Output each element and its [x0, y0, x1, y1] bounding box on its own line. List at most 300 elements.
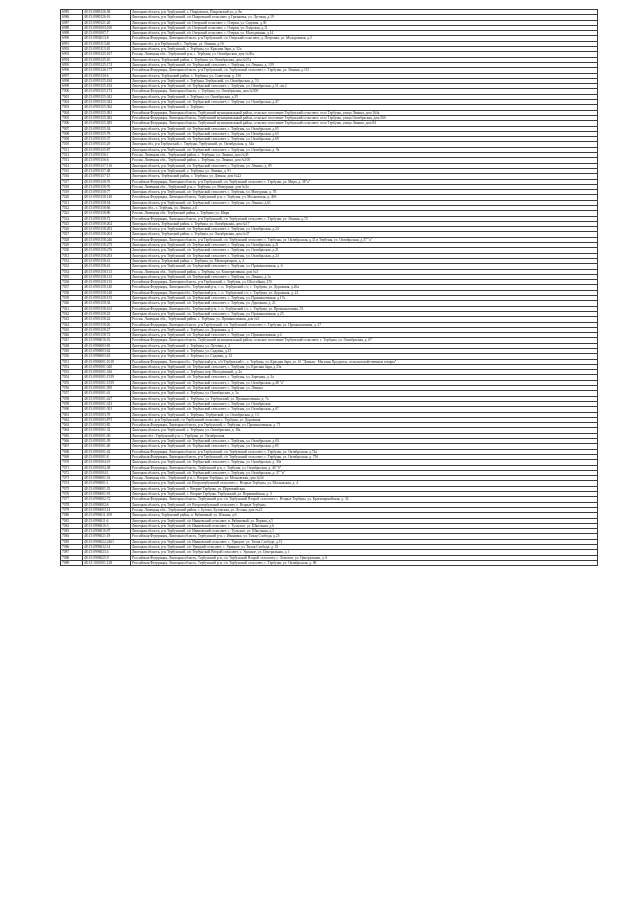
address: Липецкая область, Тербунский район, с. Тербуны, ул. Советская, д. 13б — [131, 73, 598, 78]
row-number: 7004 — [61, 110, 83, 115]
row-number: 7078 — [61, 502, 83, 507]
cadastral-number: 48:15:0991004:1 — [83, 470, 131, 475]
address: Липецкая область, р-н Тербунский, с/п Тербунский сельсовет, с. Тербуны, ул. Заречная, д. 3а — [131, 375, 598, 380]
cadastral-number: 48:15:0991003:85 — [83, 423, 131, 428]
address: Российская Федерация, Липецкая область, р-н Тербунский, с/п Тербунский сельсовет, с. Тербуны, ул. Октябрьская, д.31 в Тербуны, ул. Октябрьская, д.37 "а" — [131, 237, 598, 242]
cadastral-number: 48:15:0993157:48 — [83, 168, 131, 173]
address: Липецкая область, р-н Тербунский, с. Вторые Тербуны, Тербунский, ул. Первомайская, д. 3 — [131, 492, 598, 497]
address: Липецкая область, р-н Тербунский, с/п Ивановский сельсовет, с. Урицкое, ул. Тихая Слобода, д.31 — [131, 539, 598, 544]
row-number: 7068 — [61, 449, 83, 454]
address: Российская Федерация, Липецкая область, р-н Тербунский, с/п Тербунский сельсовет, с. Тербуны, ул. Октябрьская, д. 75б — [131, 454, 598, 459]
cadastral-number: 48:15:0993158:34 — [83, 301, 131, 306]
cadastral-number: 48:15:0993158:77 — [83, 190, 131, 195]
row-number: 7017 — [61, 179, 83, 184]
cadastral-number: 48:15:0993155:34 — [83, 126, 131, 131]
row-number: 7021 — [61, 200, 83, 205]
address: Липецкая область, р-н Тербунский, с/п Тербунский сельсовет, с. Тербуны, ул. Дорожная, д. 21 — [131, 301, 598, 306]
address: Липецкая область, Тербунский район, с. Тербуны, ул. Дачная, дом №22 — [131, 174, 598, 179]
row-number: 7034 — [61, 269, 83, 274]
address: Липецкая область, р-н Тербунский, с/п Тербунский сельсовет, с. Тербуны, ул. Промышленная, д.25 — [131, 311, 598, 316]
cadastral-number: 48:15:0996003:63 — [83, 354, 131, 359]
cadastral-number: 48:15:0991003:100 — [83, 25, 131, 30]
address: Липецкая область, р-н Тербунский, с/п Тербунский сельсовет, с. Тербуны, ул. Промышленная, д. 6 — [131, 264, 598, 269]
address: Россия, Липецкая обл., Тербунский район, с. Тербуны, ул. Ленина, дом №45 — [131, 153, 598, 158]
cadastral-number: 48:15:0996022:2461 — [83, 539, 131, 544]
address: Липецкая область, р-н Тербунский, с/п Тербунский сельсовет, с. Тербуны, ул. Ленина, д. 139 — [131, 62, 598, 67]
cadastral-number: 48:15:0980126:16 — [83, 15, 131, 20]
cadastral-number: 48:15:0993158:133 — [83, 274, 131, 279]
address: Липецкая область, р-н Тербунский, с. Покровское, Покровский ул, д. 8в — [131, 10, 598, 15]
cadastral-number: 48:15:0993158:76 — [83, 179, 131, 184]
address: Россия, Липецкая обл., Тербунский р-н, с. Вторые Тербуны, ул. Московская, дом №54 — [131, 476, 598, 481]
address: Липецкая область, р-н Тербунский, с/п Тербунский сельсовет, с. Тербуны, ул. Октябрьская, д.21 — [131, 248, 598, 253]
address: Липецкая область, Тербунский район, с. Тербуны, ул. Октябрьская, дом №57а — [131, 57, 598, 62]
cadastral-number: 48:15:0993155:385 — [83, 121, 131, 126]
cadastral-number: 48:15:0993158:140 — [83, 195, 131, 200]
address: Липецкая область, р-н Тербунский, с. Тербуны, ул. Луговая, д. 2 — [131, 343, 598, 348]
row-number: 7040 — [61, 301, 83, 306]
address: Липецкая область, р-н Тербунский, с. Тербуны, ул. Тербунский, ул. Промышленная, д. 7а — [131, 396, 598, 401]
cadastral-number: 48:15:0993125:10 — [83, 57, 131, 62]
cadastral-number: 48:15:0993158:54 — [83, 200, 131, 205]
row-number: 7073 — [61, 476, 83, 481]
cadastral-number: 48:15:0993157:116 — [83, 163, 131, 168]
address: Россия, Липецкая обл., Тербунский р-н, с. Тербуны, ул. Мичурина, дом №3а — [131, 184, 598, 189]
address: Липецкая область, р-н Тербунский, с/п Урицкий сельсовет, с. Урицкое, ул. Тихая Слобода, д. 35 — [131, 544, 598, 549]
address: Российская Федерация, Липецкая область, Тербунский р-н, с/п Тербунский Второй сельсовет, с. Вторые Тербуны, ул. Красноармейская, д. 34 — [131, 497, 598, 502]
cadastral-number: 48:15:0993158:246 — [83, 237, 131, 242]
cadastral-number: 48:15:0980126:58 — [83, 10, 131, 15]
cadastral-number: 48:15:0996001:1 — [83, 481, 131, 486]
address: Липецкая область, р-н Тербунский, с/п Тербунский сельсовет, с. Тербуны, ул. Октябрьская, д.24 — [131, 253, 598, 258]
row-number: 6997 — [61, 73, 83, 78]
cadastral-number: 48:15:0991001:391 — [83, 407, 131, 412]
address: Россия, Липецкая обл., Тербунский район, с. Бутово, Бутовская, ул. Лесная, дом №21 — [131, 507, 598, 512]
cadastral-number: 48:15:0993158:293 — [83, 253, 131, 258]
row-number: 6991 — [61, 41, 83, 46]
address: Российская Федерация, Липецкая область, р-н Тербунский, с/п Тербунский сельсовет, с. Тербуны, ул. Промышленная, д. 27 — [131, 322, 598, 327]
address: Липецкая область, р-н Тербунский, с. Тербуны, ул. Октябрьская, д. 18а — [131, 428, 598, 433]
cadastral-number: 48:15:0996022:14 — [83, 544, 131, 549]
address: Российская Федерация, Липецкая обл., Тербунский р-н, с. п. Тербунский с/с, с. Тербуны, ул. Дорожная, д.26а — [131, 285, 598, 290]
cadastral-number: 48:15:0996011:108 — [83, 513, 131, 518]
cadastral-number: 48:15:0991001:427 — [83, 396, 131, 401]
row-number: 6986 — [61, 15, 83, 20]
address: Липецкая область, р-н Тербунский, с/п Тербунский сельсовет, с. Тербуны, ул. Октябрьская, д. 37 "в" — [131, 470, 598, 475]
address: Россия, Липецкая обл, Тербунский район, с. Тербуны, ул. Мира — [131, 211, 598, 216]
row-number: 7089 — [61, 560, 83, 565]
cadastral-number: 48:15:0991001:32 — [83, 428, 131, 433]
address: Липецкая область, р-н Тербунский, с. Тербуны, ул. Красная Заря, д. 52а — [131, 47, 598, 52]
address: Липецкая область, р-н Тербунский, с/п Тербунский сельсовет, с. Тербуны, ул. Ленина, д. 85 — [131, 163, 598, 168]
address: Российская Федерация, Липецкая область, Тербунский р-н, с. Тербуны, ул. Московская, д. 40б — [131, 195, 598, 200]
row-number: 6994 — [61, 57, 83, 62]
address: Липецкая область, р-н Тербунский, с/п Тербунский сельсовет, с. Тербуны, ул. Октябрьская, д.65 — [131, 126, 598, 131]
cadastral-number: 48:15:0993113:10 — [83, 47, 131, 52]
row-number: 7067 — [61, 444, 83, 449]
row-number: 6993 — [61, 52, 83, 57]
cadastral-number: 48:15:0993158:203 — [83, 232, 131, 237]
address: Липецкая область, р-н Тербунский, с/п Тербунский сельсовет, с. Тербуны, ул. Октябрьская — [131, 401, 598, 406]
cadastral-number: 48:15:0996003:69 — [83, 343, 131, 348]
row-number: 6990 — [61, 36, 83, 41]
row-number: 7085 — [61, 539, 83, 544]
cadastral-number: 48:15:0993158:26 — [83, 322, 131, 327]
address: Липецкая область, Тербунский район, п. Рябиновый, ул. Южная, д.6 — [131, 513, 598, 518]
row-number: 7003 — [61, 105, 83, 110]
cadastral-number: 48:15:0993158:276 — [83, 248, 131, 253]
cadastral-number: 48:15:0993158:140 — [83, 285, 131, 290]
address: Липецкая область, р-н Тербунский, с/п Тербунский сельсовет, с. Тербуны, ул. Октябрьская, д.47 — [131, 100, 598, 105]
address: Липецкая область, Тербунский район, с. Тербуны, ул. Октябрьская, дом №17 — [131, 221, 598, 226]
row-number: 7058 — [61, 396, 83, 401]
address: Российская Федерация, Липецкая область, Тербунский муниципальный район, сельское поселение Тербунский сельсовет, село Тербуны, улица Ленина, дом 84 — [131, 121, 598, 126]
row-number: 7018 — [61, 184, 83, 189]
cadastral-number: 48:15:0993158:41 — [83, 264, 131, 269]
row-number: 7019 — [61, 190, 83, 195]
row-number: 7029 — [61, 243, 83, 248]
row-number: 7025 — [61, 221, 83, 226]
row-number: 7084 — [61, 534, 83, 539]
address: Российская Федерация, Липецкая область, р-н Тербунский, с/п Тербунский сельсовет, с. Тербуны, ул. Мира, д. 38"а" — [131, 179, 598, 184]
cadastral-table — [60, 9, 598, 566]
cadastral-number: 48:15:0996003:62 — [83, 349, 131, 354]
cadastral-number: 48:15:0991003:875 — [83, 417, 131, 422]
row-number: 7038 — [61, 290, 83, 295]
address: Российская Федерация, Липецкая обл., Тербунский р-н, с. п. Тербунский с/с, с. Тербуны, ул. Промышленная, 35 — [131, 306, 598, 311]
cadastral-number: 48:15:0991004:38 — [83, 465, 131, 470]
address: Российская Федерация, Липецкая область, Тербунский р-н, с. Тербуны, ул. Октябрьская, д. 40 "б" — [131, 465, 598, 470]
row-number: 7042 — [61, 311, 83, 316]
cadastral-number: 48:15:0991004:19 — [83, 460, 131, 465]
row-number: 7075 — [61, 486, 83, 491]
row-number: 7060 — [61, 407, 83, 412]
row-number: 7009 — [61, 137, 83, 142]
row-number: 6989 — [61, 31, 83, 36]
row-number: 7000 — [61, 89, 83, 94]
row-number: 7020 — [61, 195, 83, 200]
row-number: 7035 — [61, 274, 83, 279]
address: Российская Федерация, Липецкая область, Тербунский муниципальный район, сельское поселение Тербунский сельсовет, село Тербуны, улица Ленина, дом 164а — [131, 110, 598, 115]
address: Липецкая область, р-н Тербунский, с/п Тербунский сельсовет, с. Тербуны, ул. Октябрьская, д.85 — [131, 444, 598, 449]
row-number: 7027 — [61, 232, 83, 237]
cadastral-number: 48:15:0993156:1 — [83, 153, 131, 158]
row-number: 6999 — [61, 84, 83, 89]
row-number: 7036 — [61, 280, 83, 285]
address: Россия, Липецкая обл., Тербунский район, с. Тербуны, ул. Промышленная, дом №5 — [131, 317, 598, 322]
address: Липецкая область, р-н Тербунский, с/п Тербунский сельсовет, с. Тербуны, ул. Промышленная, д.17а — [131, 296, 598, 301]
address: Липецкая область, р-н Тербунский, с. Тербуны, ул. Ленина, д. 91 — [131, 168, 598, 173]
cadastral-number: 48:15:0991001:42 — [83, 449, 131, 454]
address: Липецкая область, р-н Тербунский, с. Тербуны, ул. Садовая, д. 13 — [131, 354, 598, 359]
cadastral-number: 48:15:1001001:128 — [83, 560, 131, 565]
address: Липецкая область, р-н Тербунский, с/п Озерский сельсовет, с. Озерки, ул. Молодежная, д.14 — [131, 31, 598, 36]
cadastral-number: 48:15:0993158:155 — [83, 296, 131, 301]
address: Российская Федерация, Липецкая область, р-н Тербунский, с. Тербуны, ул. Шоссейная, 27б — [131, 280, 598, 285]
cadastral-number: 48:15:0993155:382 — [83, 115, 131, 120]
address: Липецкая область, р-н Тербунский, с/п Тербунский сельсовет, с. Тербуны, ул. Промышленная, д.2 — [131, 333, 598, 338]
row-number: 7044 — [61, 322, 83, 327]
address: Российская Федерация, Липецкая область, Тербунский муниципальный район, сельское поселение Тербунский сельсовет, село Тербуны, улица Октябрьская, дом 56б — [131, 115, 598, 120]
address: Российская Федерация, Липецкая область, Тербунский р-н, с/п Тербунский Второй сельсовет, с. Ломовое, ул. Центральная, д. 6 — [131, 555, 598, 560]
cadastral-number: 48:15:0993158:202 — [83, 221, 131, 226]
row-number: 7008 — [61, 131, 83, 136]
address: Российская Федерация, Липецкая область, Тербунский р-н, с. Ивановка, ул. Тихая Слобода, д.25 — [131, 534, 598, 539]
cadastral-number: 48:15:0996011:6 — [83, 518, 131, 523]
cadastral-number: 48:15:0996003:14 — [83, 507, 131, 512]
cadastral-number: 48:15:0991001:395 — [83, 386, 131, 391]
cadastral-number: 48:15:0993156:6 — [83, 158, 131, 163]
row-number: 7045 — [61, 327, 83, 332]
cadastral-number: 48:15:0993157:15 — [83, 174, 131, 179]
cadastral-number: 48:15:0993158:72 — [83, 216, 131, 221]
cadastral-number: 48:15:0996001:52 — [83, 476, 131, 481]
row-number: 7037 — [61, 285, 83, 290]
address: Россия, Липецкая обл., Тербунский район, с. Тербуны, ул. Кооперативная, дом №3 — [131, 269, 598, 274]
cadastral-number: 48:15:0991001:323 — [83, 401, 131, 406]
address: Липецкая область, Тербунский район, с. Тербуны, ул. Октябрьская, дом №37 — [131, 232, 598, 237]
row-number: 7056 — [61, 386, 83, 391]
row-number: 7057 — [61, 391, 83, 396]
cadastral-number: 48:15:0996001:35 — [83, 486, 131, 491]
cadastral-number: 48:15:0996016:16 — [83, 338, 131, 343]
address: Липецкая область, р-н Тербунский, с/п Тербунский сельсовет, с. Тербуны, ул. Ленина — [131, 386, 598, 391]
row-number: 7024 — [61, 216, 83, 221]
row-number: 7059 — [61, 401, 83, 406]
cadastral-number: 48:15:0993158:24 — [83, 317, 131, 322]
address: Липецкая область, р-н Тербунский, с/п Тербунский сельсовет, с. Тербуны, ул. Октябрьская, д.24 — [131, 227, 598, 232]
address: Российская Федерация, Липецкая область, р-н Тербунский, с/п Озерский сельсовет, д. Петровка, ул. Молодежная, д.3 — [131, 36, 598, 41]
cadastral-number: 48:15:0996002:6 — [83, 502, 131, 507]
cadastral-number: 48:15:0993158:202 — [83, 227, 131, 232]
address: Российская Федерация, Липецкая область, р-н Тербунский, с. Тербуны, ул. Промышленная, д. 71 — [131, 423, 598, 428]
cadastral-number: 48:15:0993155:87 — [83, 147, 131, 152]
cadastral-number: 48:15:0993158:133 — [83, 280, 131, 285]
row-number: 7049 — [61, 349, 83, 354]
row-number: 7006 — [61, 121, 83, 126]
cadastral-number: 48:15:0991001:8 — [83, 454, 131, 459]
row-number: 7002 — [61, 100, 83, 105]
address: Липецкая область, р-н Тербунский, с. Тербуны, ул. Октябрьская, д.35 — [131, 94, 598, 99]
cadastral-number: 48:15:0993155:362 — [83, 105, 131, 110]
cadastral-number: 48:15:0993158:163 — [83, 306, 131, 311]
row-number: 7022 — [61, 205, 83, 210]
row-number: 7050 — [61, 354, 83, 359]
row-number: 7030 — [61, 248, 83, 253]
row-number: 7043 — [61, 317, 83, 322]
address: Липецкая область, р-н Тербунский, с/п Тербунский сельсовет, с. Тербуны, ул. Октябрьская, д.63 — [131, 131, 598, 136]
address: Липецкая обл, р-н Тербунский, с. Тербуны, Тербунский, ул. Октябрьская, д. 34а — [131, 142, 598, 147]
address: Липецкая обл, р-н Тербунский, с/п Тербунский сельсовет, с. Тербуны, ул. Дорожная — [131, 417, 598, 422]
row-number: 7001 — [61, 94, 83, 99]
row-number: 7039 — [61, 296, 83, 301]
cadastral-number: 48:15:0991003:78 — [83, 412, 131, 417]
row-number: 7061 — [61, 412, 83, 417]
address: Российская Федерация, Липецкая обл., Тербунский р-н, с/п Тербунский с., с. Тербуны, ул. Красная Заря, ул. 16 "Дачная - Магазин Продукты, сельскохозяйственные товары" — [131, 359, 598, 364]
row-number: 7055 — [61, 380, 83, 385]
row-number: 7028 — [61, 237, 83, 242]
cadastral-number: 48:15:0991001:30 — [83, 433, 131, 438]
cadastral-number: 48:15:0996025:9 — [83, 555, 131, 560]
address: Липецкая область, р-н Тербунский, с/п Второтербунский сельсовет, с. Вторые Тербуны — [131, 502, 598, 507]
row-number: 7080 — [61, 513, 83, 518]
row-number: 7081 — [61, 518, 83, 523]
row-number: 7053 — [61, 370, 83, 375]
row-number: 7066 — [61, 439, 83, 444]
cadastral-number: 48:15:0996001:1018 — [83, 359, 131, 364]
row-number: 7071 — [61, 465, 83, 470]
row-number: 7077 — [61, 497, 83, 502]
address: Российская Федерация, Липецкая область, р-н Тербунский, с/п Тербунский сельсовет, с. Тербуны, ул. Ленина, д.74 — [131, 216, 598, 221]
row-number: 7010 — [61, 142, 83, 147]
cadastral-number: 48:15:0993158:66 — [83, 205, 131, 210]
row-number: 6995 — [61, 62, 83, 67]
address: Липецкая область, р-н Тербунский, с/п Озерский сельсовет, с. Озерки, ул. Озерская, д.11 — [131, 25, 598, 30]
row-number: 7005 — [61, 115, 83, 120]
row-number: 7011 — [61, 147, 83, 152]
row-number: 7065 — [61, 433, 83, 438]
table-row — [61, 560, 598, 565]
address: Липецкая область, р-н Тербунский, с/п Тербунский сельсовет, с. Тербуны, ул. Октябрьская, д.21 — [131, 243, 598, 248]
address: Липецкая область, р-н Тербунский, с/п Тербунский сельсовет, с. Тербуны, ул. Октябрьская, д.48 "а" — [131, 380, 598, 385]
row-number: 7054 — [61, 375, 83, 380]
address: Липецкая область, р-н Тербунский, с. Тербуны, Тербунский, ул. Октябрьская, д. 53 — [131, 78, 598, 83]
cadastral-number: 48:15:0991001:40 — [83, 444, 131, 449]
address: Липецкая область, р-н Тербунский, с/п Ивановский сельсовет, п. Рябиновый, ул. Первая, д.5 — [131, 518, 598, 523]
cadastral-number: 48:15:0993155:342 — [83, 100, 131, 105]
row-number: 7082 — [61, 523, 83, 528]
row-number: 7079 — [61, 507, 83, 512]
address: Липецкая область, р-н Тербунский, с. Тербуны, Тербунский, ул. Октябрьская, д. 13 — [131, 412, 598, 417]
address: Россия, Липецкая обл., Тербунский р-н, с. Тербуны, ул. Октябрьская, дом №30а — [131, 52, 598, 57]
row-number: 7047 — [61, 338, 83, 343]
cadastral-number: 48:15:0996002:72 — [83, 497, 131, 502]
cadastral-number: 48:15:0996023:4 — [83, 550, 131, 555]
row-number: 7026 — [61, 227, 83, 232]
row-number: 7046 — [61, 333, 83, 338]
address: Липецкая область, р-н Тербунский, с. Тербуны, ул. Садовая, д.15 — [131, 349, 598, 354]
cadastral-number: 48:15:0993158:41 — [83, 258, 131, 263]
row-number: 7015 — [61, 168, 83, 173]
address: Липецкая область, р-н Тербунский, с/п Второтербунский сельсовет, с. Вторые Тербуны, ул. Московская, д. 4 — [131, 481, 598, 486]
row-number: 7016 — [61, 174, 83, 179]
address: Российская Федерация, Липецкая область, р-н Тербунский, с/п Тербунский сельсовет, с. Тербуны, ул. Октябрьская, д.74а — [131, 449, 598, 454]
cadastral-number: 48:15:0993155:381 — [83, 110, 131, 115]
cadastral-number: 48:15:0993155:78 — [83, 131, 131, 136]
row-number: 6992 — [61, 47, 83, 52]
address: Липецкая область, р-н Тербунский, с/п Тербунский сельсовет, с. Тербуны, ул. Красная Заря, д.33а — [131, 364, 598, 369]
address: Липецкая область, р-н Тербунский, с/п Тербунский сельсовет, с. Тербуны, ул. Октябрьская, д.67 — [131, 407, 598, 412]
address: Липецкая область, р-н Тербунский, с/п Тербунский сельсовет, с. Тербуны, ул. Октябрьская, д.69 — [131, 137, 598, 142]
address: Липецкая область, р-н Тербунский, с/п Озерский сельсовет, с. Озерки, ул. Садовая, д.30 — [131, 20, 598, 25]
address: Липецкая область, р-н Тербунский, с/п Тербунский сельсовет, с. Тербуны, ул. Октябрьская, д. 39а — [131, 460, 598, 465]
row-number: 7048 — [61, 343, 83, 348]
cadastral-number: 48:15:0992013:8 — [83, 36, 131, 41]
address: Липецкая область, р-н Тербунский, с. Тербуны, ул. Октябрьская, д. 5а — [131, 391, 598, 396]
address: Российская Федерация, Липецкая область, р-н Тербунский, с/п Тербунский сельсовет, с. Тербуны, ул. Ленина, д.115 — [131, 68, 598, 73]
row-number: 6998 — [61, 78, 83, 83]
cadastral-number: 48:15:0993158:80 — [83, 211, 131, 216]
address: Липецкая область, р-н Тербунский, с. Тербуны — [131, 105, 598, 110]
address: Липецкая область, р-н Тербунский, с/п Тербунский сельсовет, с. Тербуны, ул. Ленина, д.61 — [131, 200, 598, 205]
address: Липецкая область, р-н Тербунский, с. Тербуны, ул. Дорожная, д. 3 — [131, 327, 598, 332]
row-number: 7074 — [61, 481, 83, 486]
cadastral-number: 48:15:0993158:72 — [83, 333, 131, 338]
address: Липецкая область, р-н Тербунский, с/п Ивановский сельсовет, с. Тульское, ул. Школьная, д.3 — [131, 529, 598, 534]
address: Липецкая обл., Тербунский р-н, с. Тербуны, ул. Октябрьская — [131, 433, 598, 438]
address: Липецкая область, р-н Тербунский, с/п Тербунский Второй сельсовет, с. Урицкое, ул. Центральная, д.1 — [131, 550, 598, 555]
address: Российская Федерация, Липецкая обл., Тербунский р-н, с. п. Тербунский с/с, с. Тербуны, ул. Дорожная, д. 22 — [131, 290, 598, 295]
cadastral-number: 48:15:0993158:23 — [83, 311, 131, 316]
row-number: 6987 — [61, 20, 83, 25]
address: Липецкая область, р-н Тербунский, с. Вторые Тербуны, ул. Первомайская — [131, 486, 598, 491]
row-number: 7064 — [61, 428, 83, 433]
cadastral-number: 48:15:0993126:177 — [83, 68, 131, 73]
cadastral-number: 48:15:0993155:184 — [83, 78, 131, 83]
address: Российская Федерация, Липецкая область, с. Тербуны, ул. Октябрьская, дом №50б — [131, 89, 598, 94]
cadastral-number: 48:15:0991001:39 — [83, 439, 131, 444]
address: Липецкая область, р-н Тербунский, с/п Тербунский сельсовет, с. Тербуны, ул. Октябрьская, д. 9а — [131, 147, 598, 152]
document-page — [60, 9, 597, 566]
row-number: 7069 — [61, 454, 83, 459]
address: Липецкая область, р-н Тербунский, с/п Тербунский сельсовет, с. Тербуны, ул. Мичурина, д. 78 — [131, 190, 598, 195]
row-number: 7031 — [61, 253, 83, 258]
cadastral-number: 48:15:0993158:27 — [83, 327, 131, 332]
row-number: 6985 — [61, 10, 83, 15]
row-number: 7041 — [61, 306, 83, 311]
address: Липецкая область, р-н Тербунский, с/п Ивановский сельсовет, с. Тульское, ул. Школьная, д.6 — [131, 523, 598, 528]
cadastral-number: 48:15:0990121:26 — [83, 20, 131, 25]
row-number: 7070 — [61, 460, 83, 465]
cadastral-number: 48:15:0993113:40 — [83, 41, 131, 46]
row-number: 7088 — [61, 555, 83, 560]
row-number: 7012 — [61, 153, 83, 158]
address: Липецкая область, р-н Тербунский, с/п Тербунский сельсовет, с. Тербуны, ул. Ленина, д.1а — [131, 274, 598, 279]
cadastral-number: 48:15:0993155:37 — [83, 137, 131, 142]
row-number: 6988 — [61, 25, 83, 30]
row-number: 7007 — [61, 126, 83, 131]
row-number: 7083 — [61, 529, 83, 534]
address: Липецкая область, р-н Тербунский, с. Тербуны, пер. Молодежный, д. 2а — [131, 370, 598, 375]
cadastral-number: 48:15:0993155:174 — [83, 89, 131, 94]
cadastral-number: 48:15:0993155:29 — [83, 142, 131, 147]
row-number: 7076 — [61, 492, 83, 497]
cadastral-number: 48:15:0993130:6 — [83, 73, 131, 78]
cadastral-number: 48:15:0991001:41 — [83, 391, 131, 396]
cadastral-number: 48:15:0996016:97 — [83, 529, 131, 534]
address: Липецкая область, р-н Тербунский, с/п Тербунский сельсовет, с. Тербуны, ул. Октябрьская, д.51, кв.2 — [131, 84, 598, 89]
row-number: 7052 — [61, 364, 83, 369]
cadastral-number: 48:15:0991007:7 — [83, 31, 131, 36]
address: Липецкая область, р-н Тербунский, с/п Покровский сельсовет, д Грязновка, ул. Луговая, д.19 — [131, 15, 598, 20]
row-number: 7014 — [61, 163, 83, 168]
address: Российская Федерация, Липецкая область, Тербунский муниципальный район, сельское поселение Тербунский сельсовет, с. Тербуны, ул. Октябрьская, д. 67 — [131, 338, 598, 343]
cadastral-number: 48:15:0991001:326 — [83, 370, 131, 375]
cadastral-number: 48:15:0993155:341 — [83, 94, 131, 99]
cadastral-number: 48:15:0993158:140 — [83, 290, 131, 295]
address: Липецкая обл, р-н Тербунский, с. Тербуны, ул. Ленина, д.16 — [131, 41, 598, 46]
cadastral-number: 48:15:0991001:1559 — [83, 375, 131, 380]
row-number: 7032 — [61, 258, 83, 263]
row-number: 7063 — [61, 423, 83, 428]
cadastral-number: 48:15:0993158:76 — [83, 184, 131, 189]
row-number: 7072 — [61, 470, 83, 475]
address: Липецкая область, Тербунский район, с. Тербуны, ул. Мелиораторов, д. 2 — [131, 258, 598, 263]
cadastral-number: 48:15:0996021:18 — [83, 534, 131, 539]
address: Россия, Липецкая обл., Тербунский район, с. Тербуны, ул. Ленина, дом №105 — [131, 158, 598, 163]
row-number: 7023 — [61, 211, 83, 216]
address: Липецкая обл., с. Тербуны, ул. Ленина, д.6 — [131, 205, 598, 210]
